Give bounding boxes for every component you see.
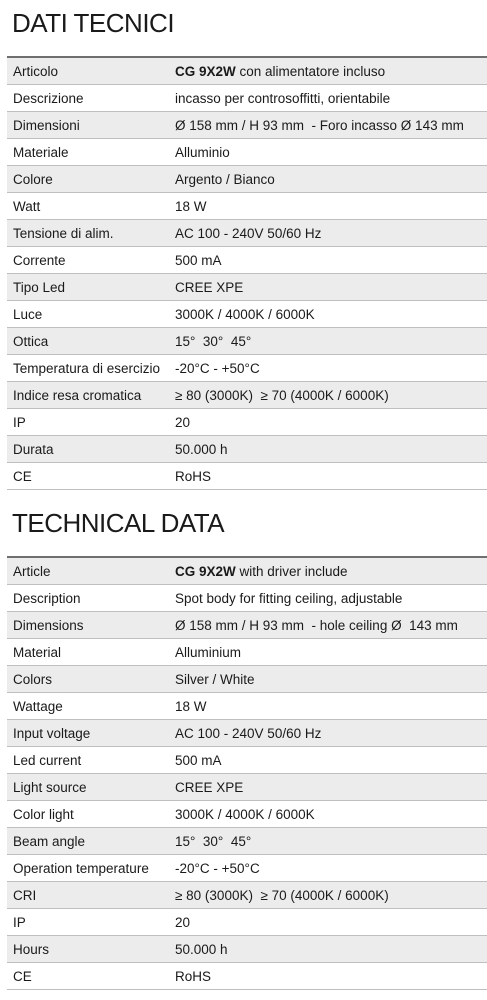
row-label: Watt (13, 198, 41, 214)
spec-table (7, 56, 487, 490)
table-row (7, 436, 487, 463)
row-label: Dimensioni (13, 117, 80, 133)
row-label: Durata (13, 441, 54, 457)
row-label: Led current (13, 752, 82, 768)
row-value: 3000K / 4000K / 6000K (175, 306, 315, 322)
row-label: Ottica (13, 333, 49, 349)
table-row (7, 247, 487, 274)
table-row (7, 882, 487, 909)
row-value: ≥ 80 (3000K) ≥ 70 (4000K / 6000K) (175, 387, 389, 403)
row-value (172, 64, 487, 79)
article-code: CG 9X2W (175, 563, 236, 579)
row-label: Operation temperature (13, 860, 149, 876)
row-value: incasso per controsoffitti, orientabile (175, 90, 391, 106)
row-value: 20 (175, 914, 191, 930)
row-value: Silver / White (175, 671, 255, 687)
row-value: 20 (175, 414, 191, 430)
table-row (7, 193, 487, 220)
spec-table (7, 556, 487, 990)
row-value: Alluminium (175, 644, 242, 660)
row-label: Colors (13, 671, 53, 687)
table-row (7, 855, 487, 882)
row-value: 15° 30° 45° (175, 333, 252, 349)
row-label: Light source (13, 779, 87, 795)
table-row (7, 720, 487, 747)
table-row (7, 612, 487, 639)
row-label: Material (13, 644, 62, 660)
row-label: Indice resa cromatica (13, 387, 142, 403)
table-row (7, 409, 487, 436)
row-value: Alluminio (175, 144, 230, 160)
table-row (7, 747, 487, 774)
row-label: Dimensions (13, 617, 84, 633)
row-label: Temperatura di esercizio (13, 360, 161, 376)
row-value: ≥ 80 (3000K) ≥ 70 (4000K / 6000K) (175, 887, 389, 903)
row-value: 500 mA (175, 252, 222, 268)
table-row (7, 139, 487, 166)
table-row (7, 328, 487, 355)
table-row (7, 355, 487, 382)
row-label: IP (13, 414, 26, 430)
table-row (7, 166, 487, 193)
row-label: Color light (13, 806, 74, 822)
article-description: with driver include (235, 563, 348, 579)
article-description: con alimentatore incluso (235, 63, 386, 79)
table-row (7, 774, 487, 801)
section-title: DATI TECNICI (12, 8, 175, 38)
table-row (7, 666, 487, 693)
row-label: CRI (13, 887, 37, 903)
row-value: 50.000 h (175, 441, 228, 457)
table-row (7, 85, 487, 112)
row-label: Hours (13, 941, 50, 957)
row-value: 18 W (175, 698, 207, 714)
table-row (7, 639, 487, 666)
table-row (7, 463, 487, 490)
row-value: 15° 30° 45° (175, 833, 252, 849)
row-label: Colore (13, 171, 53, 187)
table-row (7, 585, 487, 612)
row-value: CREE XPE (175, 779, 244, 795)
row-value: 18 W (175, 198, 207, 214)
row-label: IP (13, 914, 26, 930)
row-label: Beam angle (13, 833, 86, 849)
table-row (7, 909, 487, 936)
table-row (7, 58, 487, 85)
row-label: Articolo (13, 63, 59, 79)
row-value: -20°C - +50°C (175, 360, 260, 376)
row-value (172, 564, 487, 579)
row-value: Ø 158 mm / H 93 mm - hole ceiling Ø 143 mm (175, 617, 458, 633)
table-row (7, 382, 487, 409)
row-value: 3000K / 4000K / 6000K (175, 806, 315, 822)
row-label: Materiale (13, 144, 69, 160)
article-code: CG 9X2W (175, 63, 236, 79)
row-value: -20°C - +50°C (175, 860, 260, 876)
row-value: CREE XPE (175, 279, 244, 295)
section-title: TECHNICAL DATA (12, 508, 225, 538)
table-row (7, 936, 487, 963)
table-row (7, 801, 487, 828)
row-label: CE (13, 468, 32, 484)
table-row (7, 558, 487, 585)
row-value: 500 mA (175, 752, 222, 768)
row-value: Argento / Bianco (175, 171, 275, 187)
table-row (7, 963, 487, 990)
table-row (7, 274, 487, 301)
row-value: AC 100 - 240V 50/60 Hz (175, 225, 322, 241)
row-label: Corrente (13, 252, 66, 268)
row-label: Tensione di alim. (13, 225, 114, 241)
row-label: Luce (13, 306, 43, 322)
table-row (7, 112, 487, 139)
row-label: Wattage (13, 698, 63, 714)
row-label: Input voltage (13, 725, 91, 741)
row-label: CE (13, 968, 32, 984)
row-label: Description (13, 590, 81, 606)
row-value: AC 100 - 240V 50/60 Hz (175, 725, 322, 741)
row-value: Spot body for fitting ceiling, adjustable (175, 590, 403, 606)
row-value: 50.000 h (175, 941, 228, 957)
table-row (7, 301, 487, 328)
row-label: Article (13, 563, 51, 579)
row-value: RoHS (175, 468, 212, 484)
row-value: RoHS (175, 968, 212, 984)
row-label: Descrizione (13, 90, 84, 106)
row-label: Tipo Led (13, 279, 66, 295)
table-row (7, 220, 487, 247)
table-row (7, 828, 487, 855)
row-value: Ø 158 mm / H 93 mm - Foro incasso Ø 143 mm (175, 117, 464, 133)
table-row (7, 693, 487, 720)
